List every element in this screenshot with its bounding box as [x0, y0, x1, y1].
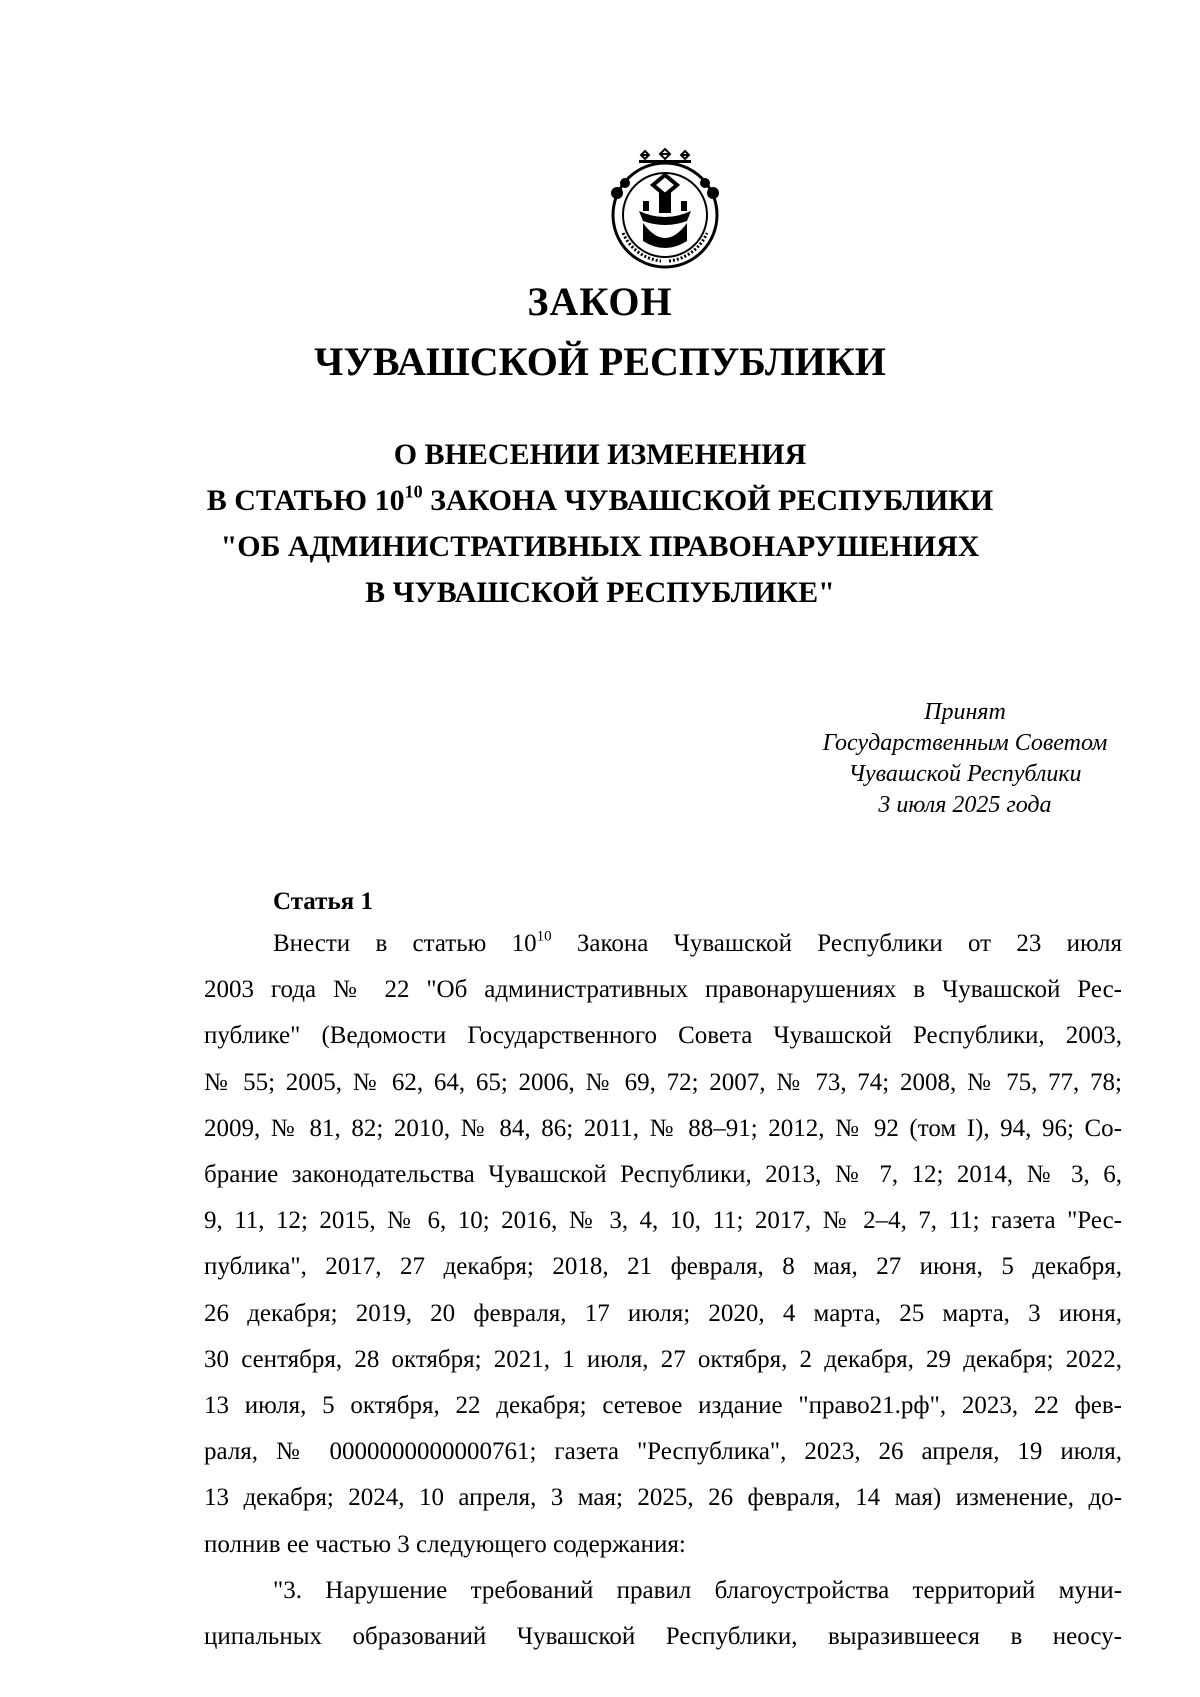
- coat-of-arms-icon: [603, 145, 727, 273]
- adoption-line-3: Чувашской Республики: [848, 761, 1082, 787]
- adoption-line-1: Принят: [924, 699, 1006, 725]
- paragraph-line: 30 сентября, 28 октября; 2021, 1 июля, 27 октября, 2 декабря, 29 декабря; 2022,: [204, 1345, 1122, 1373]
- paragraph-line: брание законодательства Чувашской Республики, 2013, № 7, 12; 2014, № 3, 6,: [204, 1161, 1122, 1189]
- paragraph-line: раля, № 0000000000000761; газета "Республика", 2023, 26 апреля, 19 июля,: [204, 1438, 1122, 1466]
- paragraph-line: 13 июля, 5 октября, 22 декабря; сетевое издание "право21.рф", 2023, 22 фев-: [204, 1392, 1122, 1420]
- subtitle-line-1: О ВНЕСЕНИИ ИЗМЕНЕНИЯ: [393, 438, 807, 471]
- law-subtitle: [0, 432, 1200, 616]
- paragraph-line: публике" (Ведомости Государственного Совета Чувашской Республики, 2003,: [204, 1022, 1122, 1050]
- paragraph-line: "3. Нарушение требований правил благоустройства территорий муни-: [273, 1576, 1122, 1604]
- paragraph-line: публика", 2017, 27 декабря; 2018, 21 февраля, 8 мая, 27 июня, 5 декабря,: [204, 1253, 1122, 1281]
- paragraph-line: № 55; 2005, № 62, 64, 65; 2006, № 69, 72; 2007, № 73, 74; 2008, № 75, 77, 78;: [204, 1068, 1122, 1096]
- paragraph-line: 9, 11, 12; 2015, № 6, 10; 2016, № 3, 4, 10, 11; 2017, № 2–4, 7, 11; газета "Рес-: [204, 1207, 1122, 1235]
- article-body: [204, 921, 1122, 1660]
- paragraph-line: 13 декабря; 2024, 10 апреля, 3 мая; 2025, 26 февраля, 14 мая) изменение, до-: [204, 1484, 1122, 1512]
- paragraph-line: Внести в статью $10^{10}$ Закона Чувашской Республики от 23 июля: [273, 928, 1123, 957]
- paragraph-line: 2003 года № 22 "Об административных правонарушениях в Чувашской Рес-: [204, 976, 1122, 1004]
- paragraph-line: 2009, № 81, 82; 2010, № 84, 86; 2011, № 88–91; 2012, № 92 (том I), 94, 96; Со-: [204, 1114, 1122, 1142]
- paragraph-line: 26 декабря; 2019, 20 февраля, 17 июля; 2020, 4 марта, 25 марта, 3 июня,: [204, 1299, 1122, 1327]
- subtitle-line-3: "ОБ АДМИНИСТРАТИВНЫХ ПРАВОНАРУШЕНИЯХ: [220, 530, 980, 563]
- article-heading: Статья 1: [273, 888, 373, 915]
- paragraph-line: полнив ее частью 3 следующего содержания:: [204, 1530, 686, 1558]
- document-title: ЗАКОН: [527, 279, 673, 324]
- subtitle-line-2: В СТАТЬЮ $10^{10}$ ЗАКОНА ЧУВАШСКОЙ РЕСПУБЛИКИ: [206, 481, 994, 517]
- adoption-note: [800, 697, 1130, 821]
- document-title-republic: ЧУВАШСКОЙ РЕСПУБЛИКИ: [314, 339, 886, 384]
- adoption-date: 3 июля 2025 года: [878, 792, 1052, 818]
- subtitle-line-4: В ЧУВАШСКОЙ РЕСПУБЛИКЕ": [365, 576, 835, 609]
- adoption-line-2: Государственным Советом: [822, 730, 1108, 756]
- paragraph-line: ципальных образований Чувашской Республики, выразившееся в неосу-: [204, 1623, 1122, 1651]
